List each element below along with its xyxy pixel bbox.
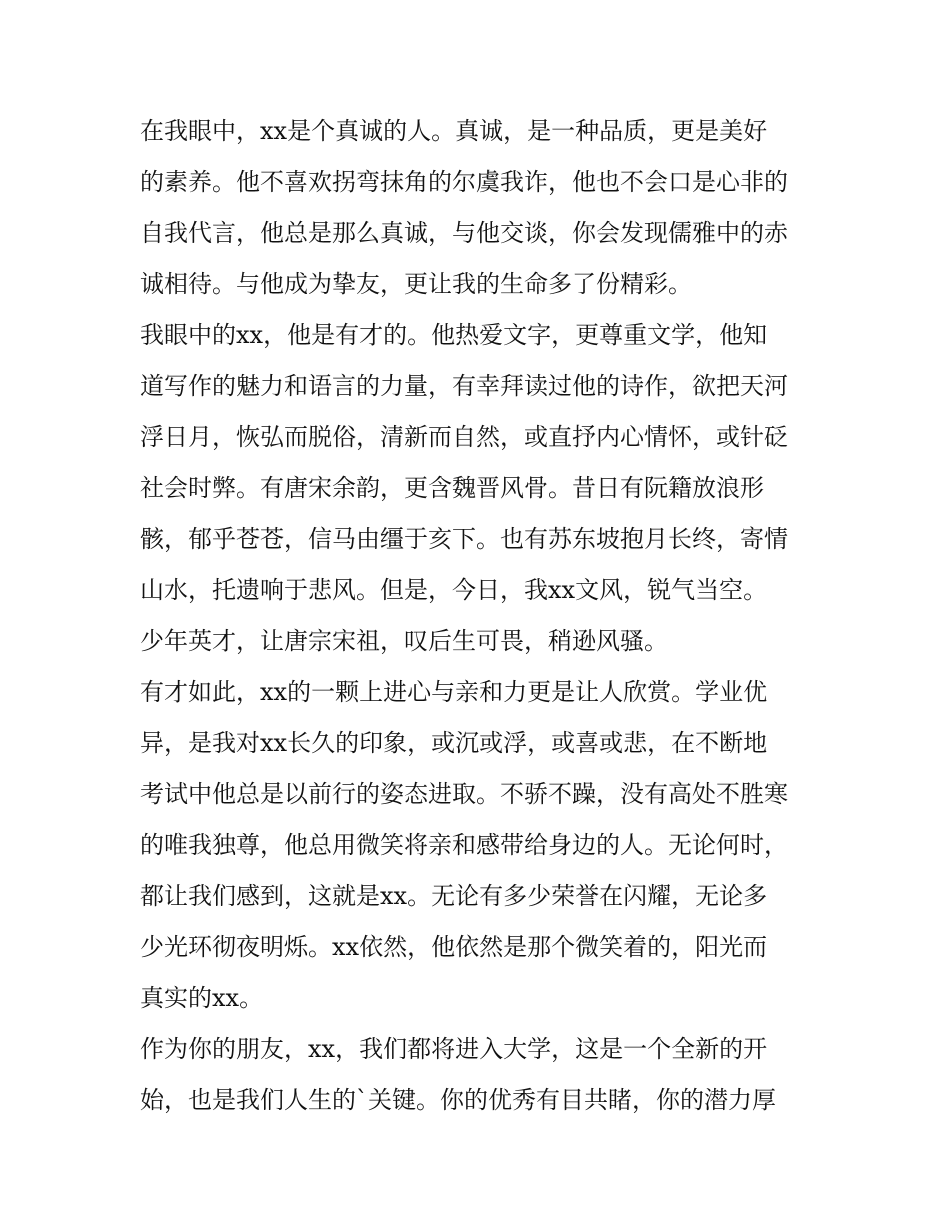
- text-line: 自我代言，他总是那么真诚，与他交谈，你会发现儒雅中的赤: [140, 219, 788, 247]
- text-line: 我眼中的xx，他是有才的。他热爱文字，更尊重文学，他知: [140, 321, 768, 349]
- text-line: 作为你的朋友，xx，我们都将进入大学，这是一个全新的开: [140, 1035, 768, 1063]
- text-line: 道写作的魅力和语言的力量，有幸拜读过他的诗作，欲把天河: [140, 372, 788, 400]
- text-line: 少年英才，让唐宗宋祖，叹后生可畏，稍逊风骚。: [140, 627, 668, 655]
- text-line: 真实的xx。: [140, 984, 264, 1012]
- text-line: 浮日月，恢弘而脱俗，清新而自然，或直抒内心情怀，或针砭: [140, 423, 788, 451]
- text-line: 都让我们感到，这就是xx。无论有多少荣誉在闪耀，无论多: [140, 882, 768, 910]
- document-body: [140, 106, 820, 1126]
- text-line: 骸，郁乎苍苍，信马由缰于亥下。也有苏东坡抱月长终，寄情: [140, 525, 788, 553]
- text-line: 异，是我对xx长久的印象，或沉或浮，或喜或悲，在不断地: [140, 729, 768, 757]
- text-line: 少光环彻夜明烁。xx依然，他依然是那个微笑着的，阳光而: [140, 933, 768, 961]
- text-line: 的唯我独尊，他总用微笑将亲和感带给身边的人。无论何时，: [140, 831, 788, 859]
- text-line: 考试中他总是以前行的姿态进取。不骄不躁，没有高处不胜寒: [140, 780, 788, 808]
- text-line: 诚相待。与他成为挚友，更让我的生命多了份精彩。: [140, 270, 692, 298]
- text-line: 在我眼中，xx是个真诚的人。真诚，是一种品质，更是美好: [140, 117, 768, 145]
- text-line: 山水，托遗响于悲风。但是，今日，我xx文风，锐气当空。: [140, 576, 768, 604]
- text-line: 始，也是我们人生的`关键。你的优秀有目共睹，你的潜力厚: [140, 1086, 776, 1114]
- text-line: 的素养。他不喜欢拐弯抹角的尔虞我诈，他也不会口是心非的: [140, 168, 788, 196]
- text-line: 社会时弊。有唐宋余韵，更含魏晋风骨。昔日有阮籍放浪形: [140, 474, 764, 502]
- text-line: 有才如此，xx的一颗上进心与亲和力更是让人欣赏。学业优: [140, 678, 768, 706]
